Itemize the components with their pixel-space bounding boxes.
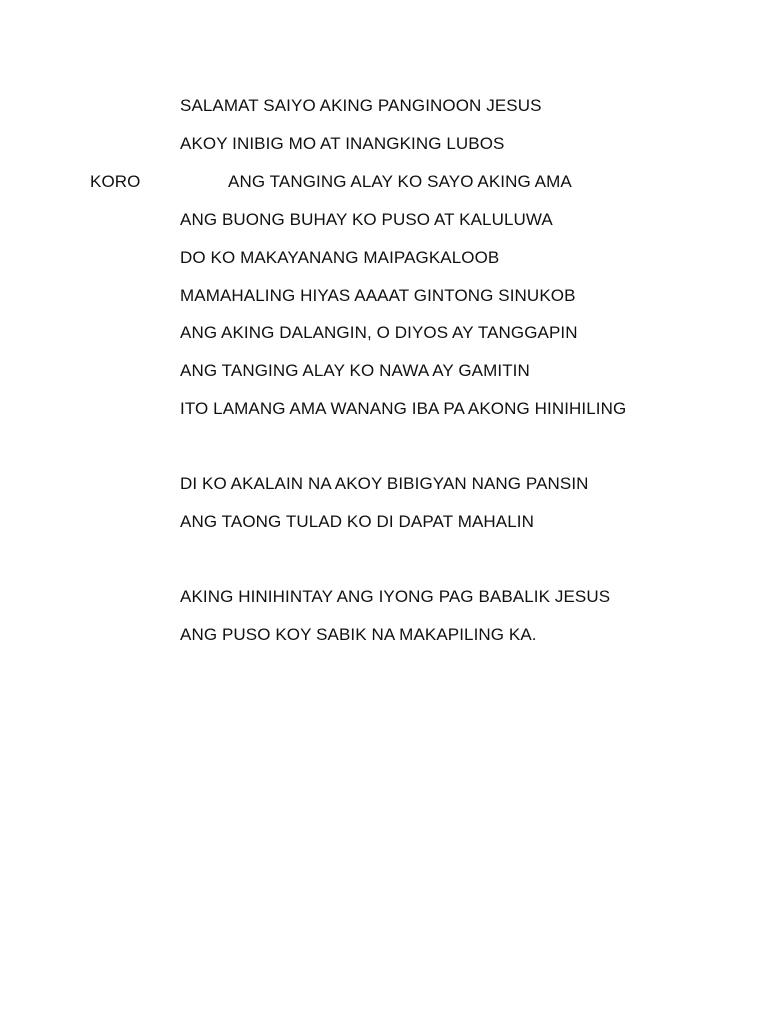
verse-1-line-1: SALAMAT SAIYO AKING PANGINOON JESUS bbox=[180, 96, 542, 115]
chorus-line-5: ANG AKING DALANGIN, O DIYOS AY TANGGAPIN bbox=[180, 323, 578, 342]
verse-3-line-2: ANG PUSO KOY SABIK NA MAKAPILING KA. bbox=[180, 625, 537, 644]
chorus-line-4: MAMAHALING HIYAS AAAAT GINTONG SINUKOB bbox=[180, 286, 576, 305]
chorus-label: KORO bbox=[90, 172, 141, 191]
chorus-line-7: ITO LAMANG AMA WANANG IBA PA AKONG HINIHILING bbox=[180, 399, 627, 418]
chorus-line-6: ANG TANGING ALAY KO NAWA AY GAMITIN bbox=[180, 361, 530, 380]
verse-1-line-2: AKOY INIBIG MO AT INANGKING LUBOS bbox=[180, 134, 505, 153]
chorus-line-1: ANG TANGING ALAY KO SAYO AKING AMA bbox=[228, 172, 572, 191]
verse-2-line-1: DI KO AKALAIN NA AKOY BIBIGYAN NANG PANSIN bbox=[180, 474, 589, 493]
verse-3-line-1: AKING HINIHINTAY ANG IYONG PAG BABALIK JESUS bbox=[180, 587, 611, 606]
verse-2-line-2: ANG TAONG TULAD KO DI DAPAT MAHALIN bbox=[180, 512, 534, 531]
chorus-line-2: ANG BUONG BUHAY KO PUSO AT KALULUWA bbox=[180, 210, 553, 229]
chorus-line-3: DO KO MAKAYANANG MAIPAGKALOOB bbox=[180, 248, 500, 267]
